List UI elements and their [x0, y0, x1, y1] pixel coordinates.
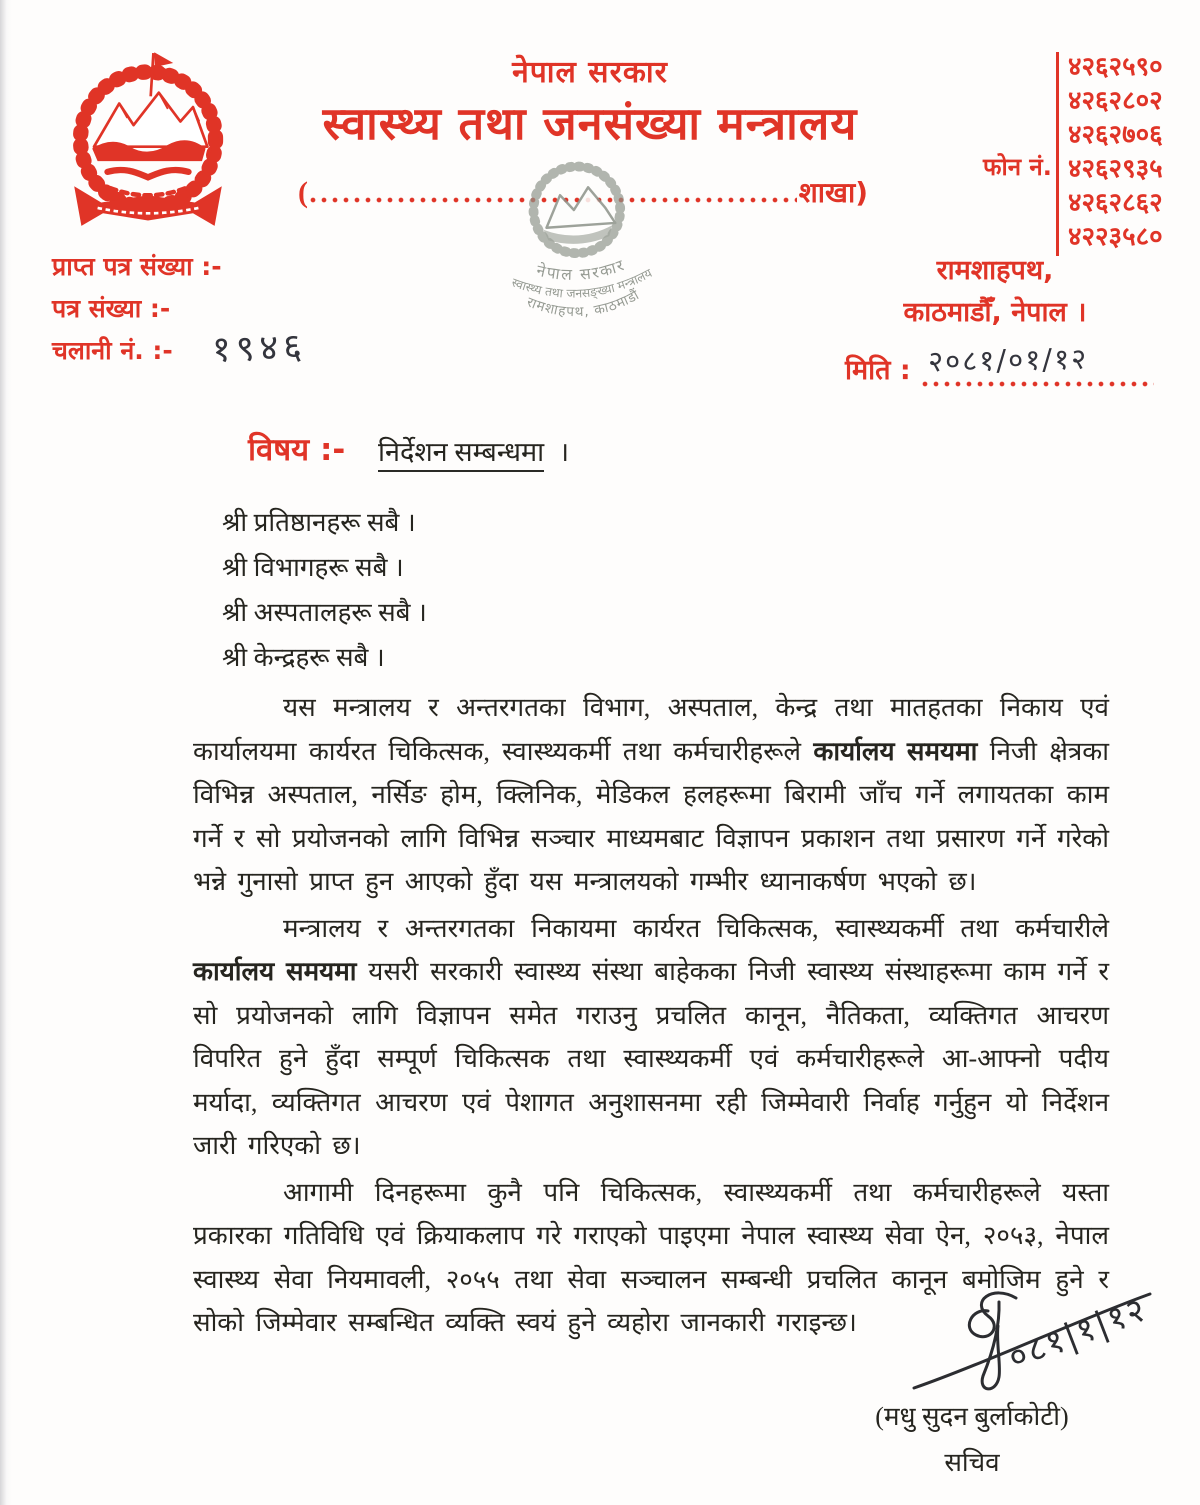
dispatch-no-handwritten-value: १९४६ [211, 326, 308, 371]
recipient-line: श्री अस्पतालहरू सबै । [222, 598, 427, 627]
secretary-signature [898, 1282, 1170, 1402]
letter-number-block [52, 246, 222, 372]
phone-number: ४२६२८०२ [1068, 86, 1163, 116]
paragraph-2-bold-text: कार्यालय समयमा [193, 957, 357, 986]
signatory-title: सचिव [944, 1448, 1000, 1477]
subject-label: विषय :- [248, 432, 346, 468]
branch-label: शाखा) [798, 176, 868, 209]
recipient-line: श्री केन्द्रहरू सबै । [222, 643, 385, 672]
recipient-list [222, 500, 427, 680]
government-title: नेपाल सरकार [512, 55, 668, 90]
ministry-ink-stamp [445, 137, 716, 372]
phone-number: ४२६२९३५ [1068, 154, 1163, 184]
paragraph-2-text: यसरी सरकारी स्वास्थ्य संस्था बाहेकका निजी स्वास्थ्य संस्थाहरूमा काम गर्ने र सो प्रयोजनको लागि विज्ञापन समेत गराउनु प्रचलित कानून, नैतिकता, व्यक्तिगत आचरण विपरित हुने हुँदा सम्पूर्ण चिकित्सक तथा स्वास्थ्यकर्मी एवं कर्मचारीहरूले आ-आफ्नो पदीय मर्यादा, व्यक्तिगत आचरण एवं पेशागत अनुशासनमा रही जिम्मेवारी निर्वाह गर्नुहुन यो निर्देशन जारी गरिएको छ। [193, 957, 1109, 1160]
phone-number: ४२६२७०६ [1068, 120, 1163, 150]
date-handwritten-value: २०८१/०१/१२ [927, 341, 1089, 379]
received-letter-no-label: प्राप्त पत्र संख्या :- [52, 252, 222, 281]
subject-danda: । [558, 437, 570, 467]
address-line1: रामशाहपथ, [936, 255, 1054, 286]
paragraph-1-text: निजी क्षेत्रका विभिन्न अस्पताल, नर्सिङ होम, क्लिनिक, मेडिकल हलहरूमा बिरामी जाँच गर्ने लगायतका काम गर्ने र सो प्रयोजनको लागि विभिन्न सञ्चार माध्यमबाट विज्ञापन प्रकाशन तथा प्रसारण गर्ने गरेको भन्ने गुनासो प्राप्त हुन आएको हुँदा यस मन्त्रालयको गम्भीर ध्यानाकर्षण भएको छ। [193, 736, 1109, 896]
ministry-title: स्वास्थ्य तथा जनसंख्या मन्त्रालय [322, 97, 858, 150]
subject-underlined-text: निर्देशन सम्बन्धमा [378, 437, 544, 472]
phone-number-list [1068, 50, 1163, 254]
recipient-line: श्री विभागहरू सबै । [222, 553, 404, 582]
phone-number: ४२६२८६२ [1068, 188, 1163, 218]
paragraph-3-text: आगामी दिनहरूमा कुनै पनि चिकित्सक, स्वास्थ्यकर्मी तथा कर्मचारीहरूले यस्ता प्रकारका गतिविधि एवं क्रियाकलाप गरे गराएको पाइएमा नेपाल स्वास्थ्य सेवा ऐन, २०५३, नेपाल स्वास्थ्य सेवा नियमावली, २०५५ तथा सेवा सञ्चालन सम्बन्धी प्रचलित कानून बमोजिम हुने र सोको जिम्मेवार सम्बन्धित व्यक्ति स्वयं हुने व्यहोरा जानकारी गराइन्छ। [193, 1177, 1109, 1337]
address-block [872, 250, 1118, 334]
paragraph-1-bold-text: कार्यालय समयमा [813, 736, 978, 766]
signature-handwritten-date: ०८१|१|१२ [1002, 1289, 1153, 1379]
signatory-name: (मधु सुदन बुर्लाकोटी) [875, 1402, 1069, 1431]
stamp-text-line3: रामशाहपथ, काठमाडौं [524, 286, 643, 321]
paragraph-1 [193, 686, 1109, 904]
address-line2: काठमाडौँ, नेपाल । [903, 297, 1087, 328]
letter-body [193, 686, 1109, 1348]
nepal-government-emblem-icon [58, 44, 238, 244]
stamp-text-line2: स्वास्थ्य तथा जनसङ्ख्या मन्त्रालय [509, 265, 655, 301]
paragraph-2-text: मन्त्रालय र अन्तरगतका निकायमा कार्यरत चिकित्सक, स्वास्थ्यकर्मी तथा कर्मचारीले [283, 913, 1109, 943]
phone-number: ४२२३५८० [1068, 222, 1163, 252]
date-dotted-rule [922, 380, 1154, 388]
recipient-line: श्री प्रतिष्ठानहरू सबै । [222, 508, 416, 537]
phone-label: फोन नं. [983, 153, 1052, 181]
stamp-text-line1: नेपाल सरकार [534, 254, 629, 285]
letter-no-label: पत्र संख्या :- [52, 294, 171, 323]
paragraph-2 [193, 907, 1109, 1168]
branch-open-paren: ( [298, 176, 308, 209]
date-label: मिति : [845, 355, 911, 386]
phone-number: ४२६२५९० [1068, 52, 1163, 82]
paragraph-1-text: यस मन्त्रालय र अन्तरगतका विभाग, अस्पताल, केन्द्र तथा मातहतका निकाय एवं कार्यालयमा कार्यरत चिकित्सक, स्वास्थ्यकर्मी तथा कर्मचारीहरूले [193, 693, 1109, 766]
signatory-block [856, 1394, 1088, 1486]
dispatch-no-label: चलानी नं. :- [52, 336, 173, 365]
subject-text [378, 432, 569, 469]
phone-divider-rule [1056, 52, 1059, 256]
